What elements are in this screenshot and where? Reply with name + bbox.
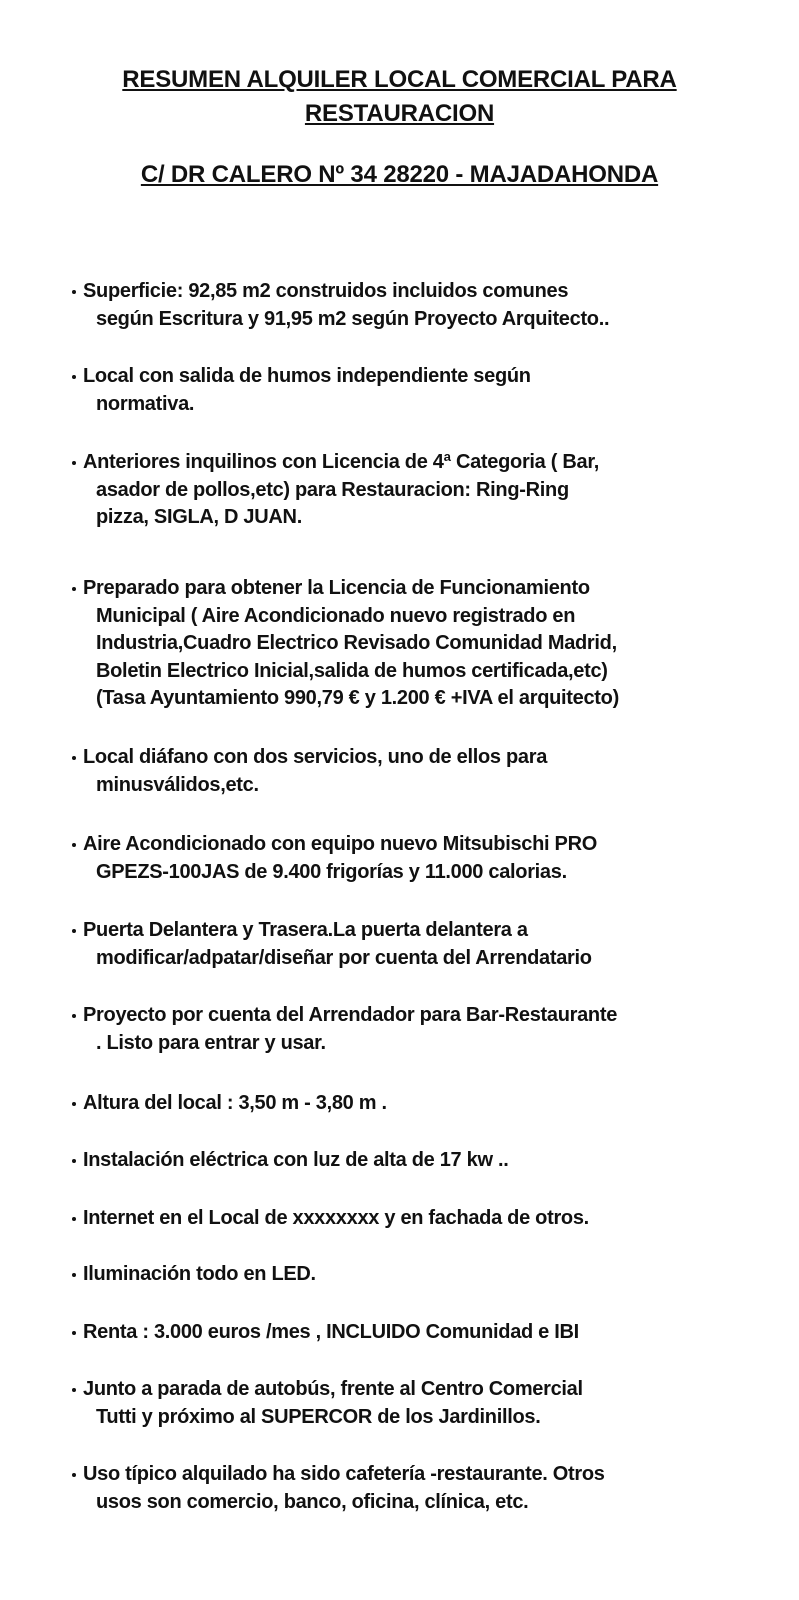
list-item-line: según Escritura y 91,95 m2 según Proyecto Arquitecto..: [96, 307, 610, 330]
list-item-line: Local diáfano con dos servicios, uno de ellos para: [83, 746, 548, 768]
list-item-line: Junto a parada de autobús, frente al Centro Comercial: [83, 1378, 583, 1400]
list-item: [72, 1261, 316, 1289]
list-item-line: Tutti y próximo al SUPERCOR de los Jardinillos.: [96, 1405, 541, 1428]
list-item-line: usos son comercio, banco, oficina, clínica, etc.: [96, 1490, 529, 1513]
title-line: RESTAURACION: [304, 100, 495, 127]
list-item-line: Anteriores inquilinos con Licencia de 4ª Categoria ( Bar,: [83, 451, 599, 473]
bullet-icon: [72, 929, 76, 933]
list-item-line: Industria,Cuadro Electrico Revisado Comunidad Madrid,: [96, 632, 617, 654]
list-item-line: Proyecto por cuenta del Arrendador para Bar-Restaurante: [83, 1004, 618, 1026]
list-item-line: Preparado para obtener la Licencia de Funcionamiento: [83, 577, 590, 599]
bullet-icon: [72, 1102, 76, 1106]
list-item-line: modificar/adpatar/diseñar por cuenta del Arrendatario: [96, 946, 592, 969]
list-item: [72, 278, 609, 333]
bullet-icon: [72, 1014, 76, 1018]
list-item-line: Boletin Electrico Inicial,salida de humos certificada,etc): [96, 659, 608, 682]
list-item: [72, 1090, 387, 1118]
list-item-line: Instalación eléctrica con luz de alta de 17 kw ..: [83, 1149, 509, 1171]
bullet-icon: [72, 1473, 76, 1477]
list-item-line: Uso típico alquilado ha sido cafetería -restaurante. Otros: [83, 1463, 605, 1485]
list-item: [72, 1376, 583, 1431]
list-item: [72, 1319, 579, 1347]
title-line: RESUMEN ALQUILER LOCAL COMERCIAL PARA: [122, 66, 677, 93]
address-heading: C/ DR CALERO Nº 34 28220 - MAJADAHONDA: [140, 161, 659, 188]
list-item-line: Local con salida de humos independiente según: [83, 365, 531, 387]
list-item: [72, 449, 599, 532]
list-item: [72, 1147, 508, 1175]
list-item: [72, 917, 592, 972]
bullet-icon: [72, 290, 76, 294]
list-item-line: Altura del local : 3,50 m - 3,80 m .: [83, 1092, 387, 1114]
bullet-icon: [72, 1159, 76, 1163]
bullet-icon: [72, 756, 76, 760]
bullet-icon: [72, 461, 76, 465]
list-item-line: (Tasa Ayuntamiento 990,79 € y 1.200 € +IVA el arquitecto): [96, 687, 619, 709]
list-item-line: Internet en el Local de xxxxxxxx y en fachada de otros.: [83, 1207, 589, 1229]
list-item-line: Renta : 3.000 euros /mes , INCLUIDO Comunidad e IBI: [83, 1321, 579, 1343]
bullet-icon: [72, 843, 76, 847]
list-item-line: normativa.: [96, 392, 195, 415]
list-item-line: Municipal ( Aire Acondicionado nuevo registrado en: [96, 604, 576, 627]
list-item-line: Puerta Delantera y Trasera.La puerta delantera a: [83, 919, 528, 941]
bullet-icon: [72, 375, 76, 379]
list-item-line: minusválidos,etc.: [96, 773, 259, 796]
list-item-line: asador de pollos,etc) para Restauracion: Ring-Ring: [96, 478, 569, 501]
list-item: [72, 1002, 617, 1057]
list-item-line: . Listo para entrar y usar.: [96, 1031, 326, 1054]
list-item: [72, 1461, 605, 1516]
list-item: [72, 744, 547, 799]
bullet-icon: [72, 1217, 76, 1221]
list-item: [72, 831, 597, 886]
list-item: [72, 1205, 589, 1233]
list-item: [72, 575, 619, 713]
list-item-line: Superficie: 92,85 m2 construidos incluidos comunes: [83, 280, 569, 302]
bullet-icon: [72, 587, 76, 591]
list-item: [72, 363, 531, 418]
list-item-line: GPEZS-100JAS de 9.400 frigorías y 11.000 calorias.: [96, 860, 567, 883]
bullet-icon: [72, 1331, 76, 1335]
bullet-icon: [72, 1388, 76, 1392]
document-title: [0, 63, 799, 131]
list-item-line: Aire Acondicionado con equipo nuevo Mitsubischi PRO: [83, 833, 597, 855]
list-item-line: Iluminación todo en LED.: [83, 1263, 316, 1285]
bullet-icon: [72, 1273, 76, 1277]
list-item-line: pizza, SIGLA, D JUAN.: [96, 506, 302, 528]
